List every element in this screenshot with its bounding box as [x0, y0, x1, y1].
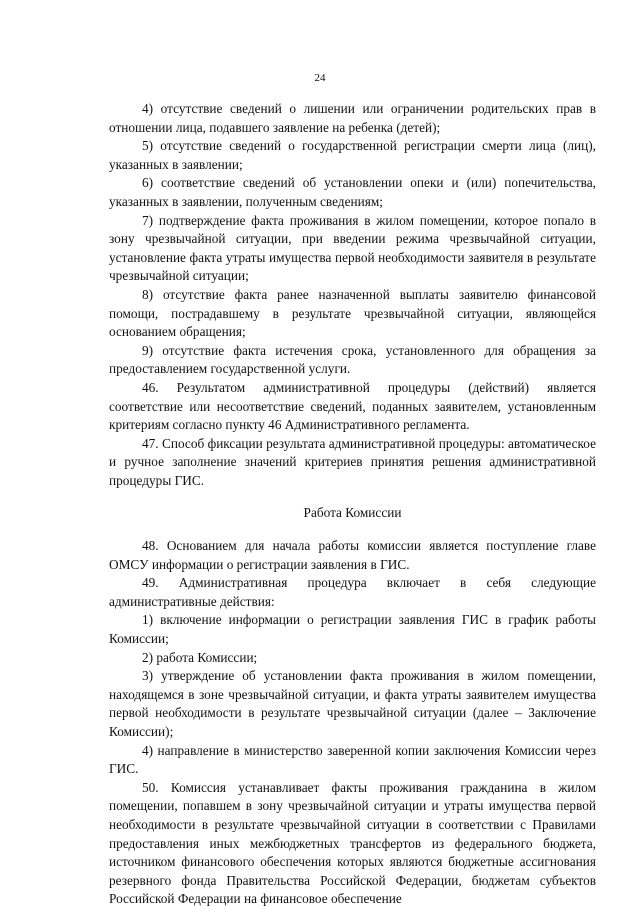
paragraph-item-8: 8) отсутствие факта ранее назначенной выплаты заявителю финансовой помощи, пострадавшему в результате чрезвычайной ситуации, являющейся основанием обращения;	[109, 286, 596, 340]
paragraph-48: 48. Основанием для начала работы комиссии является поступление главе ОМСУ информации о регистрации заявления в ГИС.	[109, 538, 596, 572]
paragraph-item-6: 6) соответствие сведений об установлении опеки и (или) попечительства, указанных в заявлении, полученным сведениям;	[109, 175, 596, 209]
paragraph-47: 47. Способ фиксации результата административной процедуры: автоматическое и ручное заполнение значений критериев принятия решения административной процедуры ГИС.	[109, 435, 596, 488]
paragraph-49-item-4: 4) направление в министерство заверенной копии заключения Комиссии через ГИС.	[109, 742, 596, 777]
paragraph-49: 49. Административная процедура включает в себя следующие административные действия:	[109, 575, 596, 609]
paragraph-49-item-3: 3) утверждение об установлении факта проживания в жилом помещении, находящемся в зоне чрезвычайной ситуации, и факта утраты заявителем имущества первой необходимости в результате чрезвычайной ситуации (далее – Заключение Комиссии);	[109, 668, 596, 739]
paragraph-49-item-2: 2) работа Комиссии;	[142, 649, 258, 665]
paragraph-item-7: 7) подтверждение факта проживания в жилом помещении, которое попало в зону чрезвычайной ситуации, при введении режима чрезвычайной ситуации, установление факта утраты имущества первой необходимости заявителя в результате чрезвычайной ситуации;	[109, 212, 596, 284]
section-heading: Работа Комиссии	[303, 505, 402, 521]
paragraph-46: 46. Результатом административной процедуры (действий) является соответствие или несоответствие сведений, поданных заявителем, установленным критериям согласно пункту 46 Административного регламента.	[109, 379, 596, 433]
page-number: 24	[314, 72, 326, 84]
paragraph-item-5: 5) отсутствие сведений о государственной регистрации смерти лица (лиц), указанных в заявлении;	[109, 138, 596, 172]
paragraph-49-item-1: 1) включение информации о регистрации заявления ГИС в график работы Комиссии;	[109, 612, 596, 647]
paragraph-item-4: 4) отсутствие сведений о лишении или ограничении родительских прав в отношении лица, подавшего заявление на ребенка (детей);	[109, 101, 596, 135]
document-body	[109, 100, 596, 909]
paragraph-item-9: 9) отсутствие факта истечения срока, установленного для обращения за предоставлением государственной услуги.	[109, 342, 596, 377]
paragraph-50: 50. Комиссия устанавливает факты проживания гражданина в жилом помещении, попавшем в зону чрезвычайной ситуации и утраты имущества первой необходимости в результате чрезвычайной ситуации в соответствии с Правилами предоставления иных межбюджетных трансфертов из федерального бюджета, источником финансового обеспечения которых являются бюджетные ассигнования резервного фонда Правительства Российской Федерации, бюджетам субъектов Российской Федерации на финансовое обеспечение	[109, 779, 596, 907]
